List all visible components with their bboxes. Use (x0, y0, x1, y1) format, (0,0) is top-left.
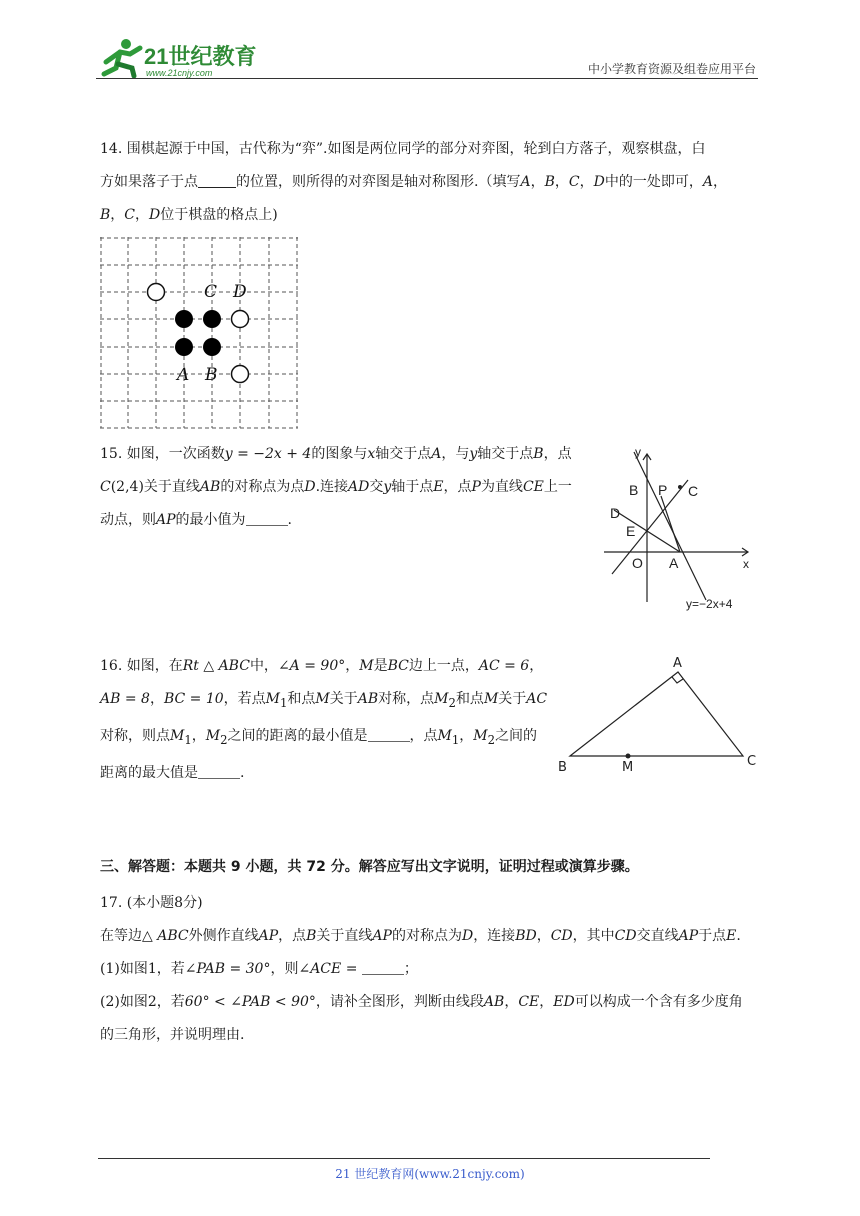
label-a: A (669, 555, 679, 571)
svg-text:21世纪教育: 21世纪教育 (144, 44, 257, 69)
line-ab (634, 452, 706, 600)
section-3-title: 三、解答题：本题共 9 小题，共 72 分。解答应写出文字说明，证明过程或演算步骤。 (100, 859, 639, 875)
svg-text:www.21cnjy.com: www.21cnjy.com (146, 68, 213, 78)
black-stone (203, 338, 221, 356)
answer-blank-17 (362, 960, 404, 975)
question-16: 16. 如图，在Rt △ ABC中，∠A = 90°，M是BC边上一点，AC = 6， AB = 8，BC = 10，若点$M_1$和点M关于AB对称，点$M_2$和点M关于AC 对称，则点$M_1$，$M_2$之间的距离的最小值是 ，点$M_1$，$M_2$之间的 距离的最大值是 . (100, 658, 548, 781)
question-14: 14. 围棋起源于中国，古代称为“弈”.如图是两位同学的部分对弈图，轮到白方落子，观察棋盘，白 方如果落子于点 的位置，则所得的对弈图是轴对称图形.（填写A，B，C，D中的一处即可，A， B，C，D位于棋盘的格点上) (100, 141, 727, 223)
black-stone (175, 310, 193, 328)
answer-blank-14 (198, 173, 236, 188)
black-stone (175, 338, 193, 356)
right-triangle-figure (556, 652, 766, 776)
white-stone (148, 284, 165, 301)
answer-blank-16a (368, 727, 410, 742)
segment-ap (661, 496, 680, 552)
svg-text:B: B (558, 760, 567, 775)
site-logo (96, 36, 266, 80)
white-stone (232, 366, 249, 383)
point-label-d: D (233, 282, 247, 302)
svg-text:C: C (747, 754, 757, 769)
black-stone (203, 310, 221, 328)
label-p: P (658, 482, 668, 498)
svg-text:A: A (673, 656, 682, 671)
label-c: C (688, 483, 699, 499)
label-o: O (632, 555, 643, 571)
answer-blank-15 (246, 511, 288, 526)
point-m (626, 754, 631, 759)
label-e: E (626, 523, 636, 539)
answer-blank-16b (198, 764, 240, 779)
point-label-a: A (177, 365, 190, 385)
point-label-b: B (205, 365, 218, 385)
point-label-c: C (204, 282, 218, 302)
question-15: 15. 如图，一次函数y = −2x + 4的图象与x轴交于点A，与y轴交于点B，点 C(2,4)关于直线AB的对称点为点D.连接AD交y轴于点E，点P为直线CE上一 动点，则AP的最小值为 . (100, 446, 572, 528)
header-divider (96, 78, 758, 79)
go-board-figure (100, 237, 300, 429)
label-d: D (610, 505, 621, 521)
question-17: 17. (本小题8分) 在等边△ ABC外侧作直线AP，点B关于直线AP的对称点为D，连接BD，CD，其中CD交直线AP于点E. (1)如图1，若∠PAB = 30°，则∠ACE = ； (2)如图2，若60° < ∠PAB < 90°，请补全图形，判断由线段AB，CE，ED可以构成一个含有多少度角 的三角形，并说明理由. (100, 895, 743, 1043)
triangle-abc (570, 672, 743, 756)
footer-text: 21 世纪教育网(www.21cnjy.com) (335, 1167, 525, 1181)
linear-function-graph (598, 444, 768, 614)
point-c (678, 485, 682, 489)
line-equation-label: y=−2x+4 (686, 597, 733, 611)
svg-text:y: y (635, 445, 641, 459)
svg-text:M: M (622, 760, 634, 775)
right-angle-mark (672, 677, 683, 683)
svg-text:x: x (743, 557, 749, 571)
runner-icon (104, 39, 140, 76)
footer-divider (98, 1158, 710, 1159)
header-platform-text: 中小学教育资源及组卷应用平台 (587, 62, 756, 76)
label-b: B (629, 482, 639, 498)
white-stone (232, 311, 249, 328)
